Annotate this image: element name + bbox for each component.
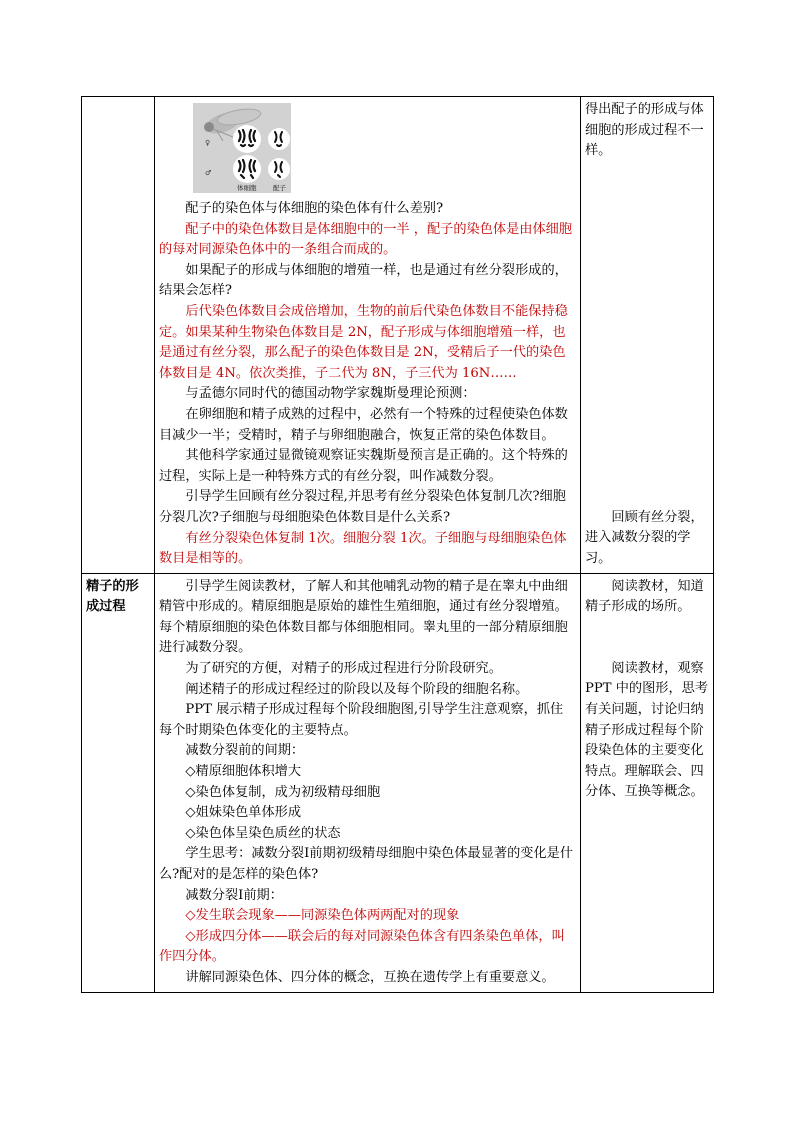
male-symbol: ♂ [205, 169, 212, 177]
row1-student-cell [581, 97, 714, 574]
table-row [82, 573, 714, 992]
student-activity-text: 阅读教材，观察 PPT 中的图形，思考有关问题，讨论归纳精子形成过程每个阶段染色体的主要变化特点。理解联会、四分体、互换等概念。 [585, 660, 709, 800]
paragraph: PPT 展示精子形成过程每个阶段细胞图,引导学生注意观察，抓住每个时期染色体变化的主要特点。 [159, 702, 564, 738]
paragraph: 配子的染色体与体细胞的染色体有什么差别? [185, 201, 444, 216]
paragraph: 与孟德尔同时代的德国动物学家魏斯曼理论预测： [185, 386, 476, 402]
row1-teacher-cell [155, 97, 581, 574]
student-activity-text: 回顾有丝分裂，进入减数分裂的学习。 [585, 509, 704, 566]
lesson-plan-table [81, 96, 714, 993]
answer-paragraph: 有丝分裂染色体复制 1次。细胞分裂 1次。子细胞与母细胞染色体数目是相等的。 [159, 530, 567, 567]
section-heading: 精子的形成过程 [82, 573, 155, 992]
answer-paragraph: 配子中的染色体数目是体细胞中的一半 ，配子的染色体是由体细胞的每对同源染色体中的一条组合而成的。 [159, 221, 573, 258]
paragraph: 在卵细胞和精子成熟的过程中，必然有一个特殊的过程使染色体数目减少一半；受精时，精子与卵细胞融合，恢复正常的染色体数目。 [159, 406, 568, 443]
gamete-label: 配子 [273, 184, 286, 192]
row1-label-cell [82, 97, 155, 574]
paragraph: 引导学生回顾有丝分裂过程,并思考有丝分裂染色体复制几次?细胞分裂几次?子细胞与母细胞染色体数目是什么关系? [159, 489, 566, 525]
paragraph: 减数分裂Ⅰ前期： [185, 887, 283, 903]
answer-paragraph: 后代染色体数目会成倍增加，生物的前后代染色体数目不能保持稳定。如果某种生物染色体数目是 2N，配子形成与体细胞增殖一样，也是通过有丝分裂，那么配子的染色体数目是 2N，受精后子一代的染色体数目是 4N。依次类推，子二代为 8N，子三代为 16N…… [159, 303, 568, 381]
paragraph: 引导学生阅读教材，了解人和其他哺乳动物的精子是在睾丸中曲细精管中形成的。精原细胞是原始的雄性生殖细胞，通过有丝分裂增殖。每个精原细胞的染色体数目都与体细胞相同。睾丸里的一部分精原细胞进行减数分裂。 [159, 578, 568, 656]
gamete-male-karyotype [268, 158, 290, 180]
somatic-cell-label: 体细胞 [237, 184, 257, 192]
paragraph: 减数分裂前的间期： [185, 743, 305, 759]
paragraph: 为了研究的方便，对精子的形成过程进行分阶段研究。 [185, 661, 502, 677]
gamete-female-karyotype [268, 128, 290, 150]
list-item: ◇染色体复制，成为初级精母细胞 [185, 784, 381, 800]
list-item: ◇精原细胞体积增大 [185, 764, 302, 780]
spacer [585, 162, 709, 508]
paragraph: 阐述精子的形成过程经过的阶段以及每个阶段的细胞名称。 [185, 681, 529, 697]
paragraph: 如果配子的形成与体细胞的增殖一样，也是通过有丝分裂形成的，结果会怎样? [159, 262, 568, 299]
spacer [585, 618, 709, 659]
list-item: ◇发生联会现象——同源染色体两两配对的现象 [185, 908, 460, 924]
paragraph: 学生思考：减数分裂Ⅰ前期初级精母细胞中染色体最显著的变化是什么?配对的是怎样的染色体? [159, 846, 574, 882]
row2-teacher-cell [155, 573, 581, 992]
student-activity-text: 得出配子的形成与体细胞的形成过程不一样。 [585, 102, 704, 159]
list-item: ◇姐妹染色单体形成 [185, 805, 302, 821]
female-symbol: ♀ [205, 139, 211, 147]
somatic-male-karyotype [233, 155, 261, 183]
table-row [82, 97, 714, 574]
list-item: ◇染色体呈染色质丝的状态 [185, 825, 341, 841]
somatic-female-karyotype [233, 125, 261, 153]
student-activity-text: 阅读教材，知道精子形成的场所。 [585, 578, 704, 615]
row2-student-cell [581, 573, 714, 992]
chromosome-figure [193, 103, 291, 193]
paragraph: 讲解同源染色体、四分体的概念，互换在遗传学上有重要意义。 [185, 969, 555, 985]
list-item: ◇形成四分体——联会后的每对同源染色体含有四条染色单体，叫作四分体。 [159, 928, 565, 965]
paragraph: 其他科学家通过显微镜观察证实魏斯曼预言是正确的。这个特殊的过程，实际上是一种特殊方式的有丝分裂，叫作减数分裂。 [159, 448, 568, 484]
